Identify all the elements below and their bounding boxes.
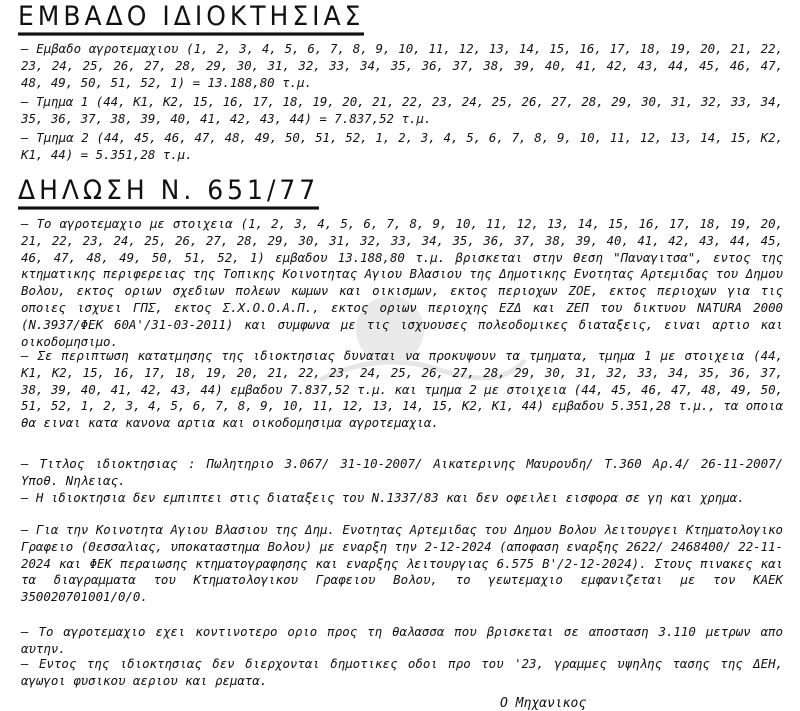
part2-area-text: – Τμημα 2 (44, 45, 46, 47, 48, 49, 50, 51, 52, 1, 2, 3, 4, 5, 6, 7, 8, 9, 10, 11, 12, 13, 14, 15, Κ2, Κ1, 44) = 5.351,28 τ.μ.: [21, 130, 783, 162]
declaration-paragraph-6: – Το αγροτεμαχιο εχει κοντινοτερο οριο προς τη θαλασσα που βρισκεται σε αποσταση 3.110 μετρων απο αυτην.: [21, 624, 783, 656]
declaration-paragraph-1: – Το αγροτεμαχιο με στοιχεια (1, 2, 3, 4, 5, 6, 7, 8, 9, 10, 11, 12, 13, 14, 15, 16, 17, 18, 19, 20, 21, 22, 23, 24, 25, 26, 27, 28, 29, 30, 31, 32, 33, 34, 35, 36, 37, 38, 39, 40, 41, 42, 43, 44, 45, 46, 47, 48, 49, 50, 51, 52, 1) εμβαδου 13.188,80 τ.μ. βρισκεται στην θεση "Παναγιτσα", εντος της κτηματικης περιφερειας της Τοπικης Κοινοτητας Αγιου Βλασιου της Δημοτικης Ενοτητας Αρτεμιδας του Δημου Βολου, εκτος οριων σχεδιων πολεων κωμων και οικισμων, εκτος περιοχων ΖΟΕ, εκτος περιοχων για τις οποιες ισχυει ΓΠΣ, εκτος Σ.Χ.Ο.Ο.Α.Π., εκτος οριων περιοχης ΕΖΔ και ΖΕΠ του δικτυου NATURA 2000 (Ν.3937/ΦΕΚ 60Α'/31-03-2011) και συμφωνα με τις ισχυουσες πολεοδομικες διαταξεις, ειναι αρτιο και οικοδομησιμο.: [21, 216, 783, 349]
declaration-paragraph-5: – Για την Κοινοτητα Αγιου Βλασιου της Δημ. Ενοτητας Αρτεμιδας του Δημου Βολου λειτουργει Κτηματολογικο Γραφειο (Θεσσαλιας, υποκαταστημα Βολου) με εναρξη την 2-12-2024 (αποφαση εναρξης 2622/ 2468400/ 22-11-2024 και ΦΕΚ περαιωσης κτηματογραφησης και εναρξης λειτουργιας 6.575 Β'/2-12-2024). Στους πινακες και τα διαγραμματα του Κτηματολογικου Γραφειου Βολου, το γεωτεμαχιο εμφανιζεται με τον ΚΑΕΚ 350020701001/0/0.: [21, 522, 783, 605]
part1-area-text: – Τμημα 1 (44, Κ1, Κ2, 15, 16, 17, 18, 19, 20, 21, 22, 23, 24, 25, 26, 27, 28, 29, 30, 31, 32, 33, 34, 35, 36, 37, 38, 39, 40, 41, 42, 43, 44) = 7.837,52 τ.μ.: [21, 94, 783, 126]
area-heading: ΕΜΒΑΔΟ ΙΔΙΟΚΤΗΣΙΑΣ: [18, 2, 364, 36]
total-area-text: – Εμβαδο αγροτεμαχιου (1, 2, 3, 4, 5, 6, 7, 8, 9, 10, 11, 12, 13, 14, 15, 16, 17, 18, 19, 20, 21, 22, 23, 24, 25, 26, 27, 28, 29, 30, 31, 32, 33, 34, 35, 36, 37, 38, 39, 40, 41, 42, 43, 44, 45, 46, 47, 48, 49, 50, 51, 52, 1) = 13.188,80 τ.μ.: [21, 41, 783, 90]
declaration-heading: ΔΗΛΩΣΗ Ν. 651/77: [18, 176, 319, 210]
signature-label: Ο Μηχανικος: [500, 696, 587, 711]
declaration-paragraph-7: – Εντος της ιδιοκτησιας δεν διερχονται δημοτικες οδοι προ του '23, γραμμες υψηλης τασης της ΔΕΗ, αγωγοι φυσικου αεριου και ρεματα.: [21, 656, 783, 688]
declaration-paragraph-2: – Σε περιπτωση κατατμησης της ιδιοκτησιας δυναται να προκυψουν τα τμηματα, τμημα 1 με στοιχεια (44, Κ1, Κ2, 15, 16, 17, 18, 19, 20, 21, 22, 23, 24, 25, 26, 27, 28, 29, 30, 31, 32, 33, 34, 35, 36, 37, 38, 39, 40, 41, 42, 43, 44) εμβαδου 7.837,52 τ.μ. και τμημα 2 με στοιχεια (44, 45, 46, 47, 48, 49, 50, 51, 52, 1, 2, 3, 4, 5, 6, 7, 8, 9, 10, 11, 12, 13, 14, 15, Κ2, Κ1, 44) εμβαδου 5.351,28 τ.μ., τα οποια θα ειναι κατα κανονα αρτια και οικοδομησιμα αγροτεμαχια.: [21, 348, 783, 431]
declaration-paragraph-4: – Η ιδιοκτησια δεν εμπιπτει στις διαταξεις του Ν.1337/83 και δεν οφειλει εισφορα σε γη και χρημα.: [21, 490, 745, 505]
declaration-paragraph-3: – Τιτλος ιδιοκτησιας : Πωλητηριο 3.067/ 31-10-2007/ Αικατερινης Μαυρουδη/ Τ.360 Αρ.4/ 26-11-2007/ Υποθ. Νηλειας.: [21, 456, 783, 488]
